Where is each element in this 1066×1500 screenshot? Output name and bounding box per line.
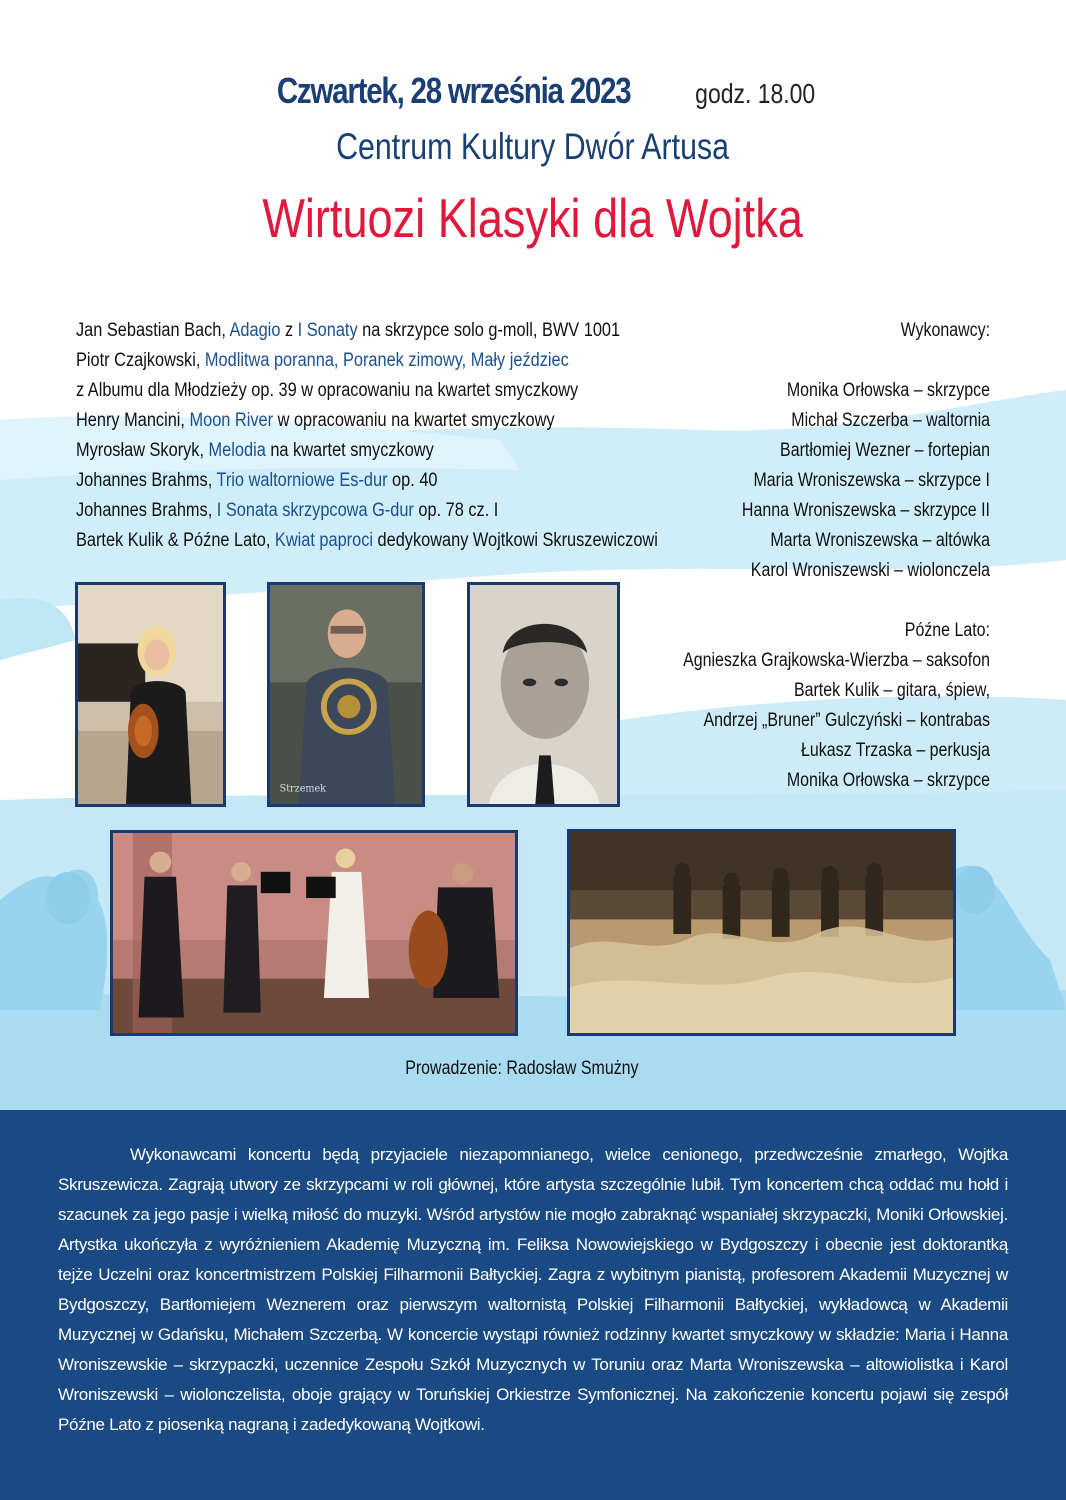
performer-item: Monika Orłowska – skrzypce — [786, 380, 990, 401]
program-text: Johannes Brahms, — [76, 500, 217, 521]
performer-item: Karol Wroniszewski – wiolonczela — [750, 560, 990, 581]
program-item — [76, 316, 644, 346]
program-item — [76, 346, 644, 376]
program-text: Bartek Kulik & Późne Lato, — [76, 530, 275, 551]
program-work-title: Kwiat paproci — [274, 530, 374, 551]
program-text: Piotr Czajkowski, — [76, 350, 205, 371]
program-work-title: Adagio — [229, 320, 281, 341]
program-work-title: I Sonaty — [297, 320, 358, 341]
program-text: Myrosław Skoryk, — [76, 440, 209, 461]
photo-band-pozne-lato — [567, 829, 956, 1036]
program-text: Jan Sebastian Bach, — [76, 320, 230, 341]
program-item — [76, 376, 644, 406]
event-date-line — [0, 70, 1066, 112]
photo-violinist — [75, 582, 226, 807]
event-time: godz. 18.00 — [694, 78, 815, 109]
performer-item: Marta Wroniszewska – altówka — [770, 530, 990, 551]
program-work-title: Trio waltorniowe Es-dur — [216, 470, 388, 491]
venue-text: Centrum Kultury Dwór Artusa — [336, 126, 730, 167]
performer-item: Michał Szczerba – waltornia — [791, 410, 990, 431]
program-item — [76, 496, 644, 526]
venue — [0, 126, 1066, 168]
program-text: dedykowany Wojtkowi Skruszewiczowi — [373, 530, 658, 551]
performers-list — [570, 316, 990, 796]
svg-text:Strzemek: Strzemek — [279, 783, 326, 795]
band-member-item: Monika Orłowska – skrzypce — [786, 770, 990, 791]
program-text: na skrzypce solo g-moll, BWV 1001 — [357, 320, 621, 341]
moderator-text: Prowadzenie: Radosław Smużny — [405, 1058, 639, 1079]
program-item — [76, 526, 658, 556]
program-text: w opracowaniu na kwartet smyczkowy — [273, 410, 555, 431]
program-text: op. 40 — [387, 470, 438, 491]
performer-item: Hanna Wroniszewska – skrzypce II — [741, 500, 990, 521]
program-text: na kwartet smyczkowy — [265, 440, 434, 461]
photo-horn-player — [267, 582, 425, 807]
program-text: Johannes Brahms, — [76, 470, 217, 491]
description-text: Wykonawcami koncertu będą przyjaciele niezapomnianego, wielce cenionego, przedwcześnie zmarłego, Wojtka Skruszewicza. Zagrają utwory ze skrzypcami w roli głównej, które artysta szczególnie lubił. Tym koncertem chcą oddać mu hołd i szacunek za jego pasje i wielką miłość do muzyki. Wśród artystów nie mogło zabraknąć wspaniałej skrzypaczki, Moniki Orłowskiej. Artystka ukończyła z wyróżnieniem Akademię Muzyczną im. Feliksa Nowowiejskiego w Bydgoszczy i obecnie jest doktorantką tejże Uczelni oraz koncertmistrzem Polskiej Filharmonii Bałtyckiej. Zagra z wybitnym pianistą, profesorem Akademii Muzycznej w Bydgoszczy, Bartłomiejem Weznerem oraz pierwszym waltornistą Polskiej Filharmonii Bałtyckiej, wykładowcą w Akademii Muzycznej w Gdańsku, Michałem Szczerbą. W koncercie wystąpi również rodzinny kwartet smyczkowy w składzie: Maria i Hanna Wroniszewskie – skrzypaczki, uczennice Zespołu Szkół Muzycznych w Toruniu oraz Marta Wroniszewska – altowiolistka i Karol Wroniszewski – wiolonczelista, oboje grający w Toruńskiej Orkiestrze Symfonicznej. Na zakończenie koncertu pojawi się zespół Późne Lato z piosenką nagraną i zadedykowaną Wojtkowi. — [58, 1145, 1008, 1434]
program-text: z — [280, 320, 298, 341]
program-work-title: Melodia — [208, 440, 266, 461]
band-member-item: Łukasz Trzaska – perkusja — [801, 740, 990, 761]
program-text: z Albumu dla Młodzieży op. 39 w opracowaniu na kwartet smyczkowy — [76, 380, 579, 401]
concert-title — [0, 186, 1066, 250]
event-date: Czwartek, 28 września 2023 — [276, 70, 631, 111]
program-text: op. 78 cz. I — [413, 500, 499, 521]
band-member-item: Bartek Kulik – gitara, śpiew, — [793, 680, 990, 701]
program-work-title: I Sonata skrzypcowa G-dur — [216, 500, 414, 521]
band-member-item: Agnieszka Grajkowska-Wierzba – saksofon — [683, 650, 990, 671]
program-work-title: Modlitwa poranna, Poranek zimowy, Mały jeździec — [204, 350, 569, 371]
performer-item: Maria Wroniszewska – skrzypce I — [753, 470, 990, 491]
performers-heading: Wykonawcy: — [900, 320, 990, 341]
program-work-title: Moon River — [189, 410, 274, 431]
concert-title-text: Wirtuozi Klasyki dla Wojtka — [262, 187, 804, 249]
concert-description — [58, 1140, 1008, 1440]
band-member-item: Andrzej „Bruner” Gulczyński – kontrabas — [703, 710, 990, 731]
program-text: Henry Mancini, — [76, 410, 190, 431]
band-heading: Późne Lato: — [904, 620, 990, 641]
moderator — [0, 1058, 1044, 1080]
program-item — [76, 436, 644, 466]
program-item — [76, 406, 644, 436]
program-item — [76, 466, 644, 496]
performer-item: Bartłomiej Wezner – fortepian — [780, 440, 990, 461]
photo-string-quartet — [110, 830, 518, 1036]
photo-pianist-portrait — [467, 582, 620, 807]
